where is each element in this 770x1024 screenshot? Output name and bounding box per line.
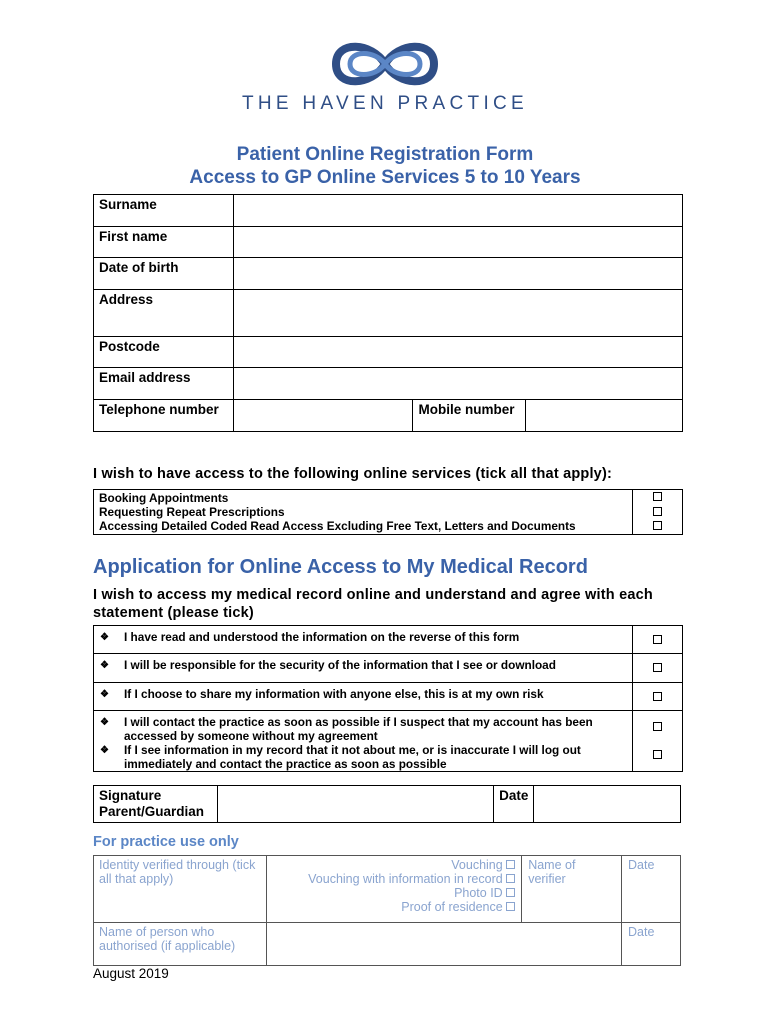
statement-checkbox[interactable] [633,683,683,711]
dob-label: Date of birth [94,258,234,290]
verifier-date-label: Date [622,856,681,923]
signature-date-field[interactable] [534,786,681,823]
form-subtitle: Access to GP Online Services 5 to 10 Years [189,167,581,188]
statement-checkbox[interactable] [633,654,683,683]
checkbox-icon [653,492,662,501]
form-title: Patient Online Registration Form [236,144,534,165]
statement-checkbox[interactable] [633,713,682,741]
email-field[interactable] [233,368,682,400]
method-option[interactable] [273,886,515,900]
checkbox-icon [653,521,662,530]
practice-name: THE HAVEN PRACTICE [241,93,529,114]
application-title: Application for Online Access to My Medical Record [93,556,588,578]
statement-text: If I choose to share my information with anyone else, this is at my own risk [124,687,544,701]
verification-methods [266,856,521,923]
checkbox-icon [506,874,515,883]
statement-cell: ❖ I will contact the practice as soon as possible if I suspect that my account has been accessed by someone without my agreement ❖ If I see information in my record that it not about me, or is inaccurate I will log out immediately and contact the practice as soon as possible [94,711,633,772]
identity-label: Identity verified through (tick all that apply) [94,856,267,923]
service-item: Booking Appointments [94,490,633,506]
method-option[interactable] [273,858,515,872]
method-label: Proof of residence [401,900,503,914]
services-table [93,489,683,535]
statement-cell: ❖ I have read and understood the information on the reverse of this form [94,626,633,654]
mobile-field[interactable] [526,400,683,432]
checkbox-icon [506,902,515,911]
method-label: Vouching [451,858,503,872]
email-label: Email address [94,368,234,400]
surname-label: Surname [94,195,234,227]
statement-text: I have read and understood the information on the reverse of this form [124,630,520,644]
services-heading: I wish to have access to the following online services (tick all that apply): [93,466,612,482]
service-checkbox[interactable] [633,505,683,519]
checkbox-icon [653,692,662,701]
postcode-label: Postcode [94,337,234,368]
dob-field[interactable] [233,258,682,290]
statement-checkbox[interactable] [633,626,683,654]
footer-date: August 2019 [93,966,169,981]
method-option[interactable] [273,872,515,886]
checkbox-icon [653,722,662,731]
statements-table [93,625,683,772]
patient-details-table [93,194,683,432]
verifier-label: Name of verifier [522,856,622,923]
service-checkbox[interactable] [633,490,683,506]
statement-text: I will be responsible for the security of the information that I see or download [124,658,556,672]
authorised-name-field[interactable] [266,923,621,966]
method-label: Vouching with information in record [308,872,503,886]
telephone-field[interactable] [233,400,413,432]
address-label: Address [94,290,234,337]
surname-field[interactable] [233,195,682,227]
practice-use-title: For practice use only [93,834,239,850]
service-checkbox[interactable] [633,519,683,535]
checkbox-icon [506,888,515,897]
signature-table [93,785,681,823]
checkbox-icon [653,635,662,644]
application-intro: I wish to access my medical record online and understand and agree with each statement (please tick) [93,587,653,621]
telephone-label: Telephone number [94,400,234,432]
address-field[interactable] [233,290,682,337]
statement-cell: ❖ I will be responsible for the security of the information that I see or download [94,654,633,683]
signature-date-label: Date [494,786,534,823]
signature-field[interactable] [217,786,493,823]
service-item: Accessing Detailed Coded Read Access Excluding Free Text, Letters and Documents [94,519,633,535]
first-name-field[interactable] [233,227,682,258]
practice-use-table [93,855,681,966]
checkbox-icon [653,750,662,759]
statement-text: If I see information in my record that it not about me, or is inaccurate I will log out immediately and contact the practice as soon as possible [124,743,581,771]
infinity-logo-icon [328,36,442,92]
authorised-label: Name of person who authorised (if applicable) [94,923,267,966]
statement-checkbox-pair [633,711,683,772]
mobile-label: Mobile number [413,400,526,432]
signature-label: Signature Parent/Guardian [94,786,218,823]
service-item: Requesting Repeat Prescriptions [94,505,633,519]
statement-checkbox[interactable] [633,741,682,769]
authorised-date-label: Date [622,923,681,966]
practice-logo [328,36,442,97]
statement-text: I will contact the practice as soon as possible if I suspect that my account has been accessed by someone without my agreement [124,715,593,743]
postcode-field[interactable] [233,337,682,368]
method-label: Photo ID [454,886,503,900]
checkbox-icon [653,507,662,516]
method-option[interactable] [273,900,515,914]
statement-cell: ❖ If I choose to share my information with anyone else, this is at my own risk [94,683,633,711]
first-name-label: First name [94,227,234,258]
checkbox-icon [653,663,662,672]
checkbox-icon [506,860,515,869]
